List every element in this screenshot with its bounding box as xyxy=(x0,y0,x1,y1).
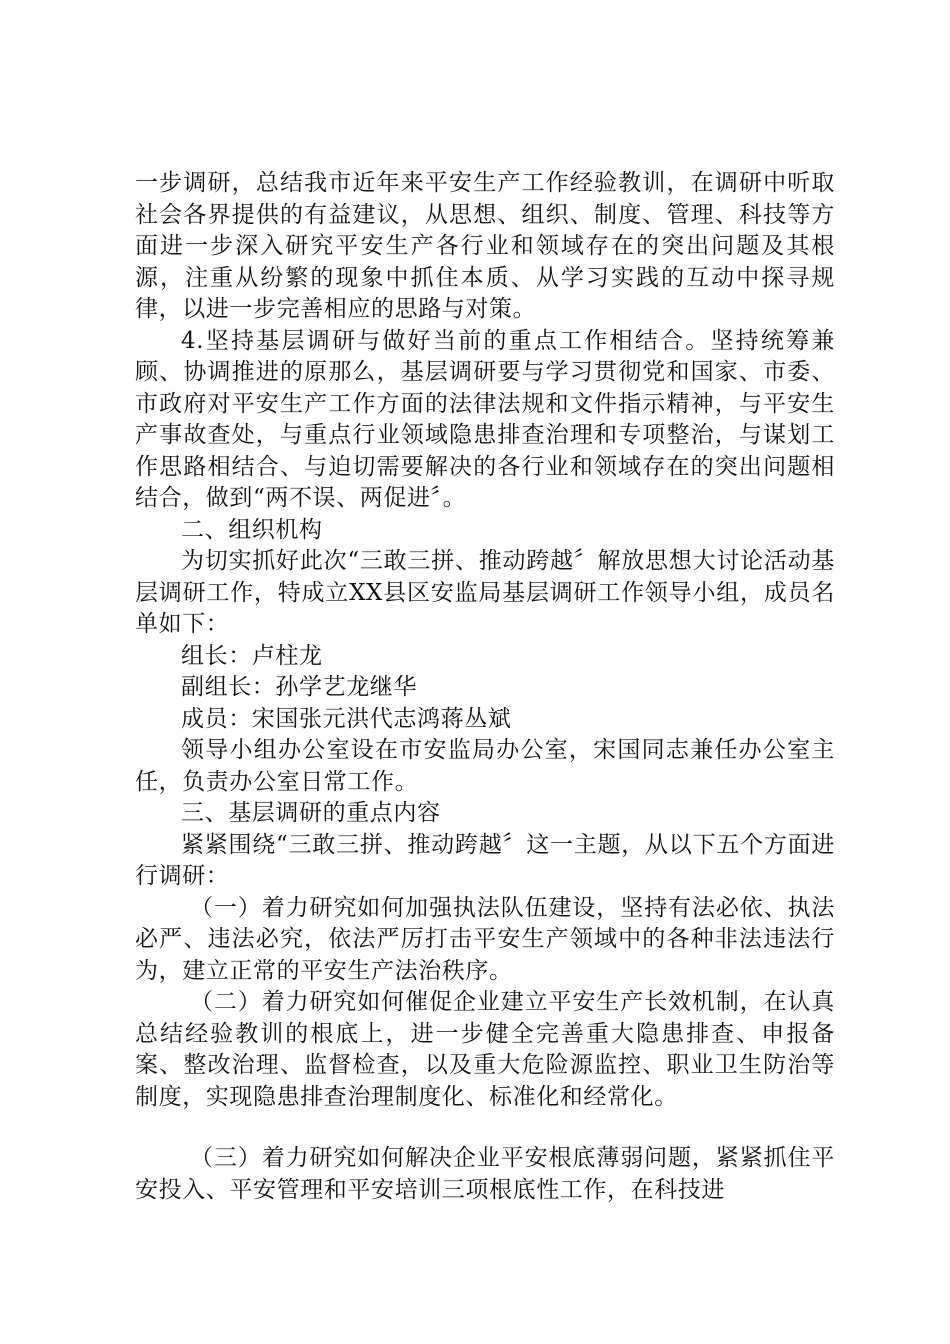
group-members: 成员：宋国张元洪代志鸿蒋丛斌 xyxy=(181,705,512,732)
paragraph-organization-intro: 为切实抓好此次“三敢三拼、推动跨越〞解放思想大讨论活动基层调研工作，特成立XX县区安监局基层调研工作领导小组，成员名单如下： xyxy=(135,548,835,637)
paragraph-key-content-intro: 紧紧围绕“三敢三拼、推动跨越〞这一主题，从以下五个方面进行调研： xyxy=(135,831,835,889)
paragraph-point-4: 4.坚持基层调研与做好当前的重点工作相结合。坚持统筹兼顾、协调推进的原那么，基层调研要与学习贯彻党和国家、市委、市政府对平安生产工作方面的法律法规和文件指示精神，与平安生产事故查处，与重点行业领域隐患排查治理和专项整治，与谋划工作思路相结合、与迫切需要解决的各行业和领域存在的突出问题相结合，做到“两不误、两促进〞。 xyxy=(135,327,835,511)
paragraph-continuation: 一步调研，总结我市近年来平安生产工作经验教训，在调研中听取社会各界提供的有益建议，从思想、组织、制度、管理、科技等方面进一步深入研究平安生产各行业和领域存在的突出问题及其根源，注重从纷繁的现象中抓住本质、从学习实践的互动中探寻规律，以进一步完善相应的思路与对策。 xyxy=(135,170,835,322)
document-page xyxy=(135,168,835,1206)
paragraph-office: 领导小组办公室设在市安监局办公室，宋国同志兼任办公室主任，负责办公室日常工作。 xyxy=(135,737,835,795)
group-leader: 组长：卢柱龙 xyxy=(181,642,323,669)
item-one: （一）着力研究如何加强执法队伍建设，坚持有法必依、执法必严、违法必究，依法严厉打击平安生产领域中的各种非法违法行为，建立正常的平安生产法治秩序。 xyxy=(135,894,835,984)
section-heading-organization: 二、组织机构 xyxy=(181,516,323,543)
item-two: （二）着力研究如何催促企业建立平安生产长效机制，在认真总结经验教训的根底上，进一步健全完善重大隐患排查、申报备案、整改治理、监督检查，以及重大危险源监控、职业卫生防治等制度，实现隐患排查治理制度化、标准化和经常化。 xyxy=(135,989,835,1110)
section-heading-key-content: 三、基层调研的重点内容 xyxy=(181,800,441,826)
group-deputy-leader: 副组长：孙学艺龙继华 xyxy=(181,674,417,700)
item-three: （三）着力研究如何解决企业平安根底薄弱问题，紧紧抓住平安投入、平安管理和平安培训三项根底性工作，在科技进 xyxy=(135,1145,835,1203)
